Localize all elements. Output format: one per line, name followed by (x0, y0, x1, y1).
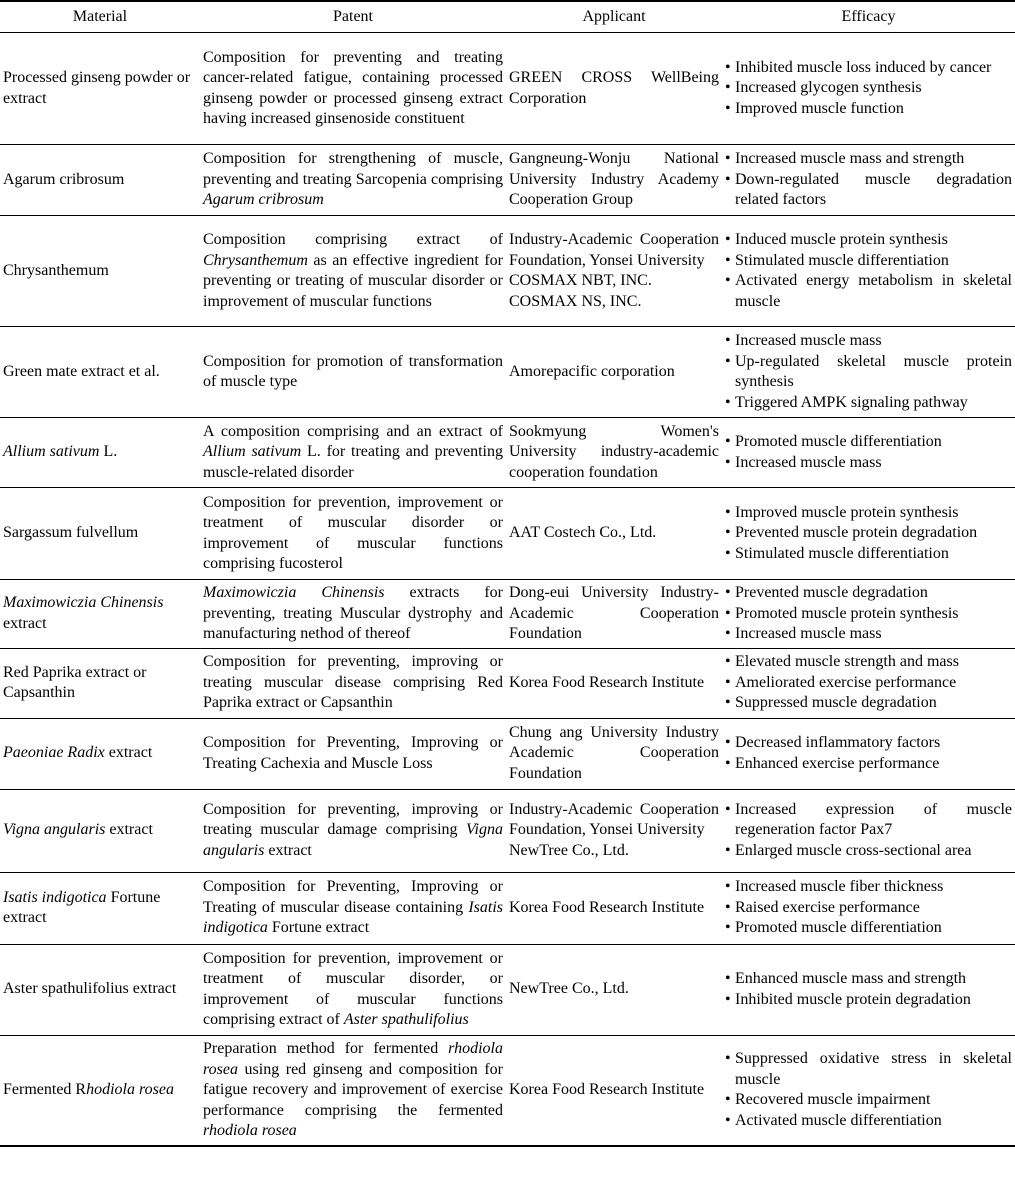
efficacy-list (725, 331, 1012, 413)
cell-text: extract (264, 841, 312, 859)
efficacy-item: • Activated energy metabolism in skeletal muscle (725, 271, 1012, 312)
table-header (0, 1, 1015, 33)
efficacy-item: • Enhanced exercise performance (725, 754, 1012, 775)
cell-efficacy (722, 1035, 1015, 1146)
efficacy-list (725, 149, 1012, 211)
cell-material (0, 33, 200, 145)
cell-text: Aster spathulifolius extract (3, 980, 177, 998)
efficacy-list (725, 1049, 1012, 1131)
header-material: Material (0, 1, 200, 33)
applicant-name: COSMAX NS, INC. (509, 292, 642, 310)
cell-patent (200, 488, 506, 580)
applicant-name: Chung ang University Industry Academic Cooperation Foundation (509, 723, 719, 782)
cell-patent (200, 145, 506, 216)
efficacy-list (725, 230, 1012, 312)
cell-text: Isatis indigotica (203, 898, 503, 937)
table-row (0, 327, 1015, 418)
efficacy-item: • Triggered AMPK signaling pathway (725, 393, 1012, 414)
cell-material (0, 872, 200, 944)
cell-text: Paeoniae Radix (3, 744, 105, 762)
table-row (0, 418, 1015, 488)
efficacy-list (725, 969, 1012, 1010)
cell-patent (200, 718, 506, 789)
table-row (0, 718, 1015, 789)
efficacy-item: • Increased glycogen synthesis (725, 78, 1012, 99)
cell-text: extract (3, 614, 47, 632)
cell-text: Aster spathulifolius (343, 1011, 469, 1028)
cell-efficacy (722, 145, 1015, 216)
cell-applicant (506, 944, 722, 1035)
table-row (0, 216, 1015, 327)
efficacy-list (725, 877, 1012, 939)
cell-text: Green mate extract et al. (3, 362, 160, 380)
cell-patent (200, 648, 506, 718)
efficacy-item: • Elevated muscle strength and mass (725, 652, 1012, 673)
efficacy-item: • Inhibited muscle loss induced by cancer (725, 58, 1012, 79)
cell-efficacy (722, 944, 1015, 1035)
efficacy-item: • Increased muscle mass and strength (725, 149, 1012, 170)
cell-text: Preparation method for fermented (203, 1040, 449, 1057)
cell-applicant (506, 145, 722, 216)
cell-text: Maximowiczia Chinensis (203, 584, 385, 601)
efficacy-item: • Prevented muscle degradation (725, 583, 1012, 604)
applicant-name: NewTree Co., Ltd. (509, 980, 629, 998)
cell-material (0, 718, 200, 789)
cell-text: Maximowiczia Chinensis (3, 594, 164, 612)
cell-text: Fortune extract (267, 919, 370, 937)
cell-efficacy (722, 580, 1015, 649)
cell-applicant (506, 33, 722, 145)
cell-applicant (506, 872, 722, 944)
cell-text: Processed ginseng powder or extract (3, 69, 191, 107)
efficacy-item: • Increased muscle mass (725, 624, 1012, 645)
applicant-name: Korea Food Research Institute (509, 1081, 705, 1098)
efficacy-item: • Enhanced muscle mass and strength (725, 969, 1012, 990)
table-row (0, 1035, 1015, 1146)
cell-text: extract (105, 821, 153, 839)
efficacy-item: • Improved muscle function (725, 99, 1012, 120)
header-row (0, 1, 1015, 33)
cell-patent (200, 418, 506, 488)
efficacy-item: • Ameliorated exercise performance (725, 673, 1012, 694)
efficacy-item: • Inhibited muscle protein degradation (725, 990, 1012, 1011)
efficacy-item: • Increased muscle fiber thickness (725, 877, 1012, 898)
efficacy-item: • Decreased inflammatory factors (725, 733, 1012, 754)
applicant-name: Korea Food Research Institute (509, 898, 705, 916)
cell-text: Chrysanthemum (3, 261, 109, 279)
cell-efficacy (722, 418, 1015, 488)
applicant-name: AAT Costech Co., Ltd. (509, 524, 657, 542)
efficacy-item: • Promoted muscle differentiation (725, 432, 1012, 453)
efficacy-item: • Improved muscle protein synthesis (725, 503, 1012, 524)
cell-text: Composition for preventing and treating cancer-related fatigue, containing processed ginseng powder or processed ginseng extract having increased ginsenoside constituent (203, 48, 503, 127)
efficacy-item: • Promoted muscle protein synthesis (725, 604, 1012, 625)
cell-material (0, 944, 200, 1035)
cell-text: hodiola rosea (86, 1081, 174, 1098)
applicant-name: NewTree Co., Ltd. (509, 841, 629, 859)
cell-text: Fortune extract (3, 888, 161, 926)
efficacy-list (725, 583, 1012, 645)
cell-efficacy (722, 33, 1015, 145)
cell-material (0, 216, 200, 327)
efficacy-item: • Increased expression of muscle regeneration factor Pax7 (725, 800, 1012, 841)
cell-text: Fermented R (3, 1081, 87, 1098)
table-row (0, 872, 1015, 944)
cell-efficacy (722, 718, 1015, 789)
table-row (0, 789, 1015, 872)
efficacy-list (725, 652, 1012, 714)
cell-material (0, 648, 200, 718)
header-efficacy: Efficacy (722, 1, 1015, 33)
applicant-name: Industry-Academic Cooperation Foundation, Yonsei University (509, 800, 719, 839)
table-row (0, 648, 1015, 718)
efficacy-item: • Down-regulated muscle degradation related factors (725, 170, 1012, 211)
cell-efficacy (722, 216, 1015, 327)
cell-text: extract (104, 744, 153, 762)
cell-text: Composition for promotion of transformation of muscle type (203, 352, 503, 390)
cell-text: Allium sativum (203, 443, 302, 461)
applicant-name: Industry-Academic Cooperation Foundation, Yonsei University (509, 231, 719, 269)
applicant-name: Dong-eui University Industry-Academic Cooperation Foundation (509, 584, 719, 642)
cell-patent (200, 327, 506, 418)
efficacy-item: • Suppressed muscle degradation (725, 693, 1012, 714)
cell-text: Allium sativum (3, 443, 100, 461)
efficacy-item: • Prevented muscle protein degradation (725, 523, 1012, 544)
cell-patent (200, 33, 506, 145)
applicant-name: COSMAX NBT, INC. (509, 272, 652, 289)
applicant-name: GREEN CROSS WellBeing Corporation (509, 69, 719, 107)
cell-text: extracts for preventing, treating Muscular dystrophy and manufacturing nethod of thereof (203, 584, 504, 642)
cell-efficacy (722, 648, 1015, 718)
cell-applicant (506, 789, 722, 872)
cell-efficacy (722, 488, 1015, 580)
cell-text: as an effective ingredient for preventing or treating of muscular disorder or improvement of muscular functions (203, 251, 503, 310)
table-row (0, 145, 1015, 216)
applicant-name: Amorepacific corporation (509, 362, 675, 380)
cell-patent (200, 944, 506, 1035)
cell-material (0, 1035, 200, 1146)
table-row (0, 580, 1015, 649)
cell-text: rhodiola rosea (203, 1122, 297, 1139)
cell-text: Chrysanthemum (203, 251, 308, 269)
cell-text: Composition for prevention, improvement or treatment of muscular disorder or improvement of muscular functions comprising fucosterol (203, 493, 503, 572)
cell-text: Composition for strengthening of muscle, preventing and treating Sarcopenia comprising (203, 150, 503, 188)
cell-material (0, 418, 200, 488)
header-applicant: Applicant (506, 1, 722, 33)
efficacy-list (725, 733, 1012, 774)
efficacy-item: • Stimulated muscle differentiation (725, 251, 1012, 272)
efficacy-list (725, 432, 1012, 473)
efficacy-item: • Up-regulated skeletal muscle protein synthesis (725, 352, 1012, 393)
cell-text: using red ginseng and composition for fatigue recovery and improvement of exercise performance comprising the fermented (203, 1060, 503, 1119)
cell-text: Composition for preventing, improving or treating muscular damage comprising (203, 800, 503, 839)
efficacy-item: • Increased muscle mass (725, 453, 1012, 474)
cell-applicant (506, 580, 722, 649)
cell-efficacy (722, 327, 1015, 418)
efficacy-item: • Enlarged muscle cross-sectional area (725, 841, 1012, 862)
cell-applicant (506, 718, 722, 789)
efficacy-list (725, 503, 1012, 565)
cell-text: Sargassum fulvellum (3, 524, 139, 542)
cell-efficacy (722, 789, 1015, 872)
cell-text: Agarum cribrosum (3, 170, 125, 188)
efficacy-item: • Promoted muscle differentiation (725, 918, 1012, 939)
table-row (0, 33, 1015, 145)
cell-patent (200, 216, 506, 327)
cell-text: Vigna angularis (203, 821, 503, 859)
efficacy-item: • Suppressed oxidative stress in skeletal muscle (725, 1049, 1012, 1090)
cell-text: rhodiola rosea (203, 1040, 503, 1078)
cell-material (0, 789, 200, 872)
cell-material (0, 488, 200, 580)
cell-applicant (506, 648, 722, 718)
cell-applicant (506, 418, 722, 488)
cell-text: L. for treating and preventing muscle-related disorder (203, 443, 503, 481)
efficacy-list (725, 800, 1012, 862)
cell-text: Composition comprising extract of (203, 231, 503, 248)
cell-text: Composition for Preventing, Improving or Treating of muscular disease containing (203, 878, 503, 916)
cell-patent (200, 872, 506, 944)
efficacy-list (725, 58, 1012, 120)
applicant-name: Gangneung-Wonju National University Industry Academy Cooperation Group (509, 150, 719, 209)
cell-material (0, 327, 200, 418)
cell-text: Composition for prevention, improvement or treatment of muscular disorder, or improvement of muscular functions comprising extract of (203, 949, 503, 1028)
applicant-name: Korea Food Research Institute (509, 673, 705, 691)
cell-text: L. (99, 443, 118, 461)
table-body (0, 33, 1015, 1147)
efficacy-item: • Induced muscle protein synthesis (725, 230, 1012, 251)
header-patent: Patent (200, 1, 506, 33)
cell-efficacy (722, 872, 1015, 944)
cell-material (0, 580, 200, 649)
applicant-name: Sookmyung Women's University industry-academic cooperation foundation (509, 422, 719, 481)
cell-patent (200, 1035, 506, 1146)
cell-material (0, 145, 200, 216)
cell-text: Isatis indigotica (3, 888, 107, 906)
efficacy-item: • Raised exercise performance (725, 898, 1012, 919)
cell-applicant (506, 488, 722, 580)
efficacy-item: • Increased muscle mass (725, 331, 1012, 352)
efficacy-item: • Recovered muscle impairment (725, 1090, 1012, 1111)
cell-applicant (506, 216, 722, 327)
cell-text: Composition for preventing, improving or treating muscular disease comprising Red Paprika extract or Capsanthin (203, 653, 503, 712)
cell-text: Vigna angularis (3, 821, 106, 839)
cell-text: Composition for Preventing, Improving or Treating Cachexia and Muscle Loss (203, 734, 503, 772)
efficacy-item: • Stimulated muscle differentiation (725, 544, 1012, 565)
cell-applicant (506, 327, 722, 418)
table-row (0, 944, 1015, 1035)
cell-patent (200, 789, 506, 872)
cell-patent (200, 580, 506, 649)
table-row (0, 488, 1015, 580)
cell-text: A composition comprising and an extract of (203, 422, 503, 440)
cell-text: Agarum cribrosum (203, 191, 324, 209)
cell-applicant (506, 1035, 722, 1146)
efficacy-item: • Activated muscle differentiation (725, 1111, 1012, 1132)
cell-text: Red Paprika extract or Capsanthin (3, 663, 147, 701)
